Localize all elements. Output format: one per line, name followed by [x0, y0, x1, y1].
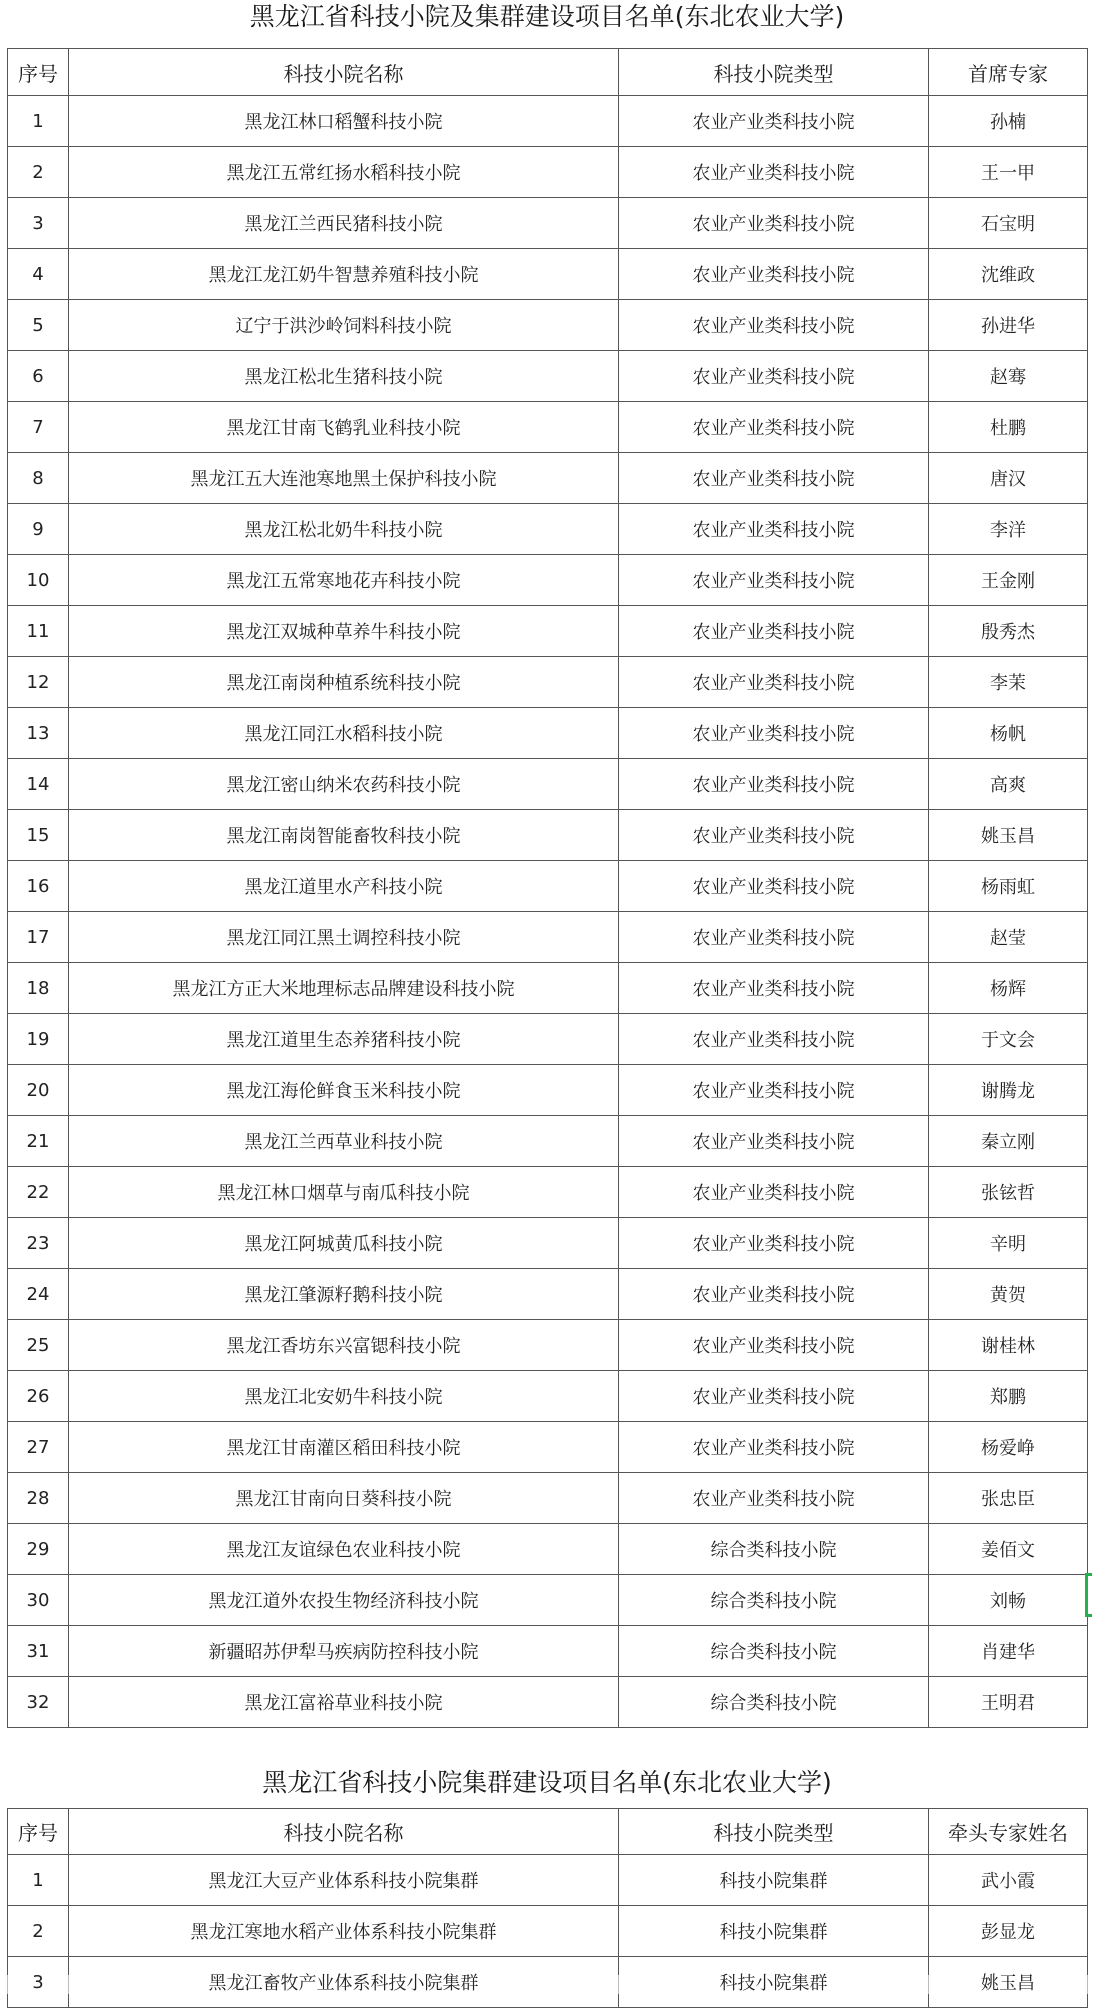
row-index: 20 [8, 1065, 69, 1116]
grid-line [68, 1975, 69, 1994]
row-name: 黑龙江北安奶牛科技小院 [69, 1371, 619, 1422]
row-name: 黑龙江甘南向日葵科技小院 [69, 1473, 619, 1524]
table-row [8, 300, 1088, 351]
row-index: 12 [8, 657, 69, 708]
row-index: 28 [8, 1473, 69, 1524]
row-name: 黑龙江道外农投生物经济科技小院 [69, 1575, 619, 1626]
table-row [8, 504, 1088, 555]
row-index: 3 [8, 1957, 69, 2008]
table-row [8, 1167, 1088, 1218]
grid-line [1087, 1975, 1088, 1994]
row-type: 农业产业类科技小院 [619, 300, 929, 351]
table-row [8, 1575, 1088, 1626]
row-type: 农业产业类科技小院 [619, 1014, 929, 1065]
row-expert: 彭显龙 [929, 1906, 1088, 1957]
row-expert: 姚玉昌 [929, 810, 1088, 861]
row-type: 科技小院集群 [619, 1855, 929, 1906]
row-expert: 郑鹏 [929, 1371, 1088, 1422]
table-row [8, 1014, 1088, 1065]
row-index: 3 [8, 198, 69, 249]
row-name: 黑龙江大豆产业体系科技小院集群 [69, 1855, 619, 1906]
row-expert: 唐汉 [929, 453, 1088, 504]
row-index: 4 [8, 249, 69, 300]
row-index: 6 [8, 351, 69, 402]
row-index: 24 [8, 1269, 69, 1320]
row-index: 9 [8, 504, 69, 555]
row-name: 黑龙江林口烟草与南瓜科技小院 [69, 1167, 619, 1218]
row-name: 黑龙江松北奶牛科技小院 [69, 504, 619, 555]
row-index: 10 [8, 555, 69, 606]
row-index: 27 [8, 1422, 69, 1473]
row-name: 黑龙江海伦鲜食玉米科技小院 [69, 1065, 619, 1116]
row-index: 8 [8, 453, 69, 504]
row-expert: 杨雨虹 [929, 861, 1088, 912]
row-name: 黑龙江道里水产科技小院 [69, 861, 619, 912]
table-row [8, 1116, 1088, 1167]
row-expert: 姚玉昌 [929, 1957, 1088, 2008]
header-index: 序号 [8, 1809, 69, 1855]
table-row [8, 759, 1088, 810]
row-expert: 李茉 [929, 657, 1088, 708]
row-type: 农业产业类科技小院 [619, 759, 929, 810]
row-expert: 谢桂林 [929, 1320, 1088, 1371]
row-expert: 刘畅 [929, 1575, 1088, 1626]
title-cluster: 黑龙江省科技小院集群建设项目名单(东北农业大学) [262, 1768, 832, 1797]
row-expert: 谢腾龙 [929, 1065, 1088, 1116]
row-expert: 孙楠 [929, 96, 1088, 147]
row-name: 黑龙江五常寒地花卉科技小院 [69, 555, 619, 606]
row-expert: 沈维政 [929, 249, 1088, 300]
row-type: 综合类科技小院 [619, 1677, 929, 1728]
row-index: 16 [8, 861, 69, 912]
table-row [8, 1218, 1088, 1269]
row-type: 农业产业类科技小院 [619, 1065, 929, 1116]
row-expert: 张忠臣 [929, 1473, 1088, 1524]
row-name: 黑龙江道里生态养猪科技小院 [69, 1014, 619, 1065]
table-header-row [8, 1809, 1088, 1855]
table-row [8, 198, 1088, 249]
table-row [8, 96, 1088, 147]
table-row [8, 606, 1088, 657]
row-type: 农业产业类科技小院 [619, 1422, 929, 1473]
row-type: 农业产业类科技小院 [619, 606, 929, 657]
row-name: 新疆昭苏伊犁马疾病防控科技小院 [69, 1626, 619, 1677]
row-name: 黑龙江甘南飞鹤乳业科技小院 [69, 402, 619, 453]
table-row [8, 1473, 1088, 1524]
row-type: 农业产业类科技小院 [619, 1116, 929, 1167]
row-name: 黑龙江五大连池寒地黑土保护科技小院 [69, 453, 619, 504]
row-index: 1 [8, 96, 69, 147]
row-expert: 杨帆 [929, 708, 1088, 759]
table-row [8, 1906, 1088, 1957]
table-row [8, 1524, 1088, 1575]
table-row [8, 912, 1088, 963]
row-type: 农业产业类科技小院 [619, 1218, 929, 1269]
row-index: 1 [8, 1855, 69, 1906]
row-index: 17 [8, 912, 69, 963]
table-row [8, 1855, 1088, 1906]
table-row [8, 147, 1088, 198]
cell-selection-marker [1085, 1573, 1092, 1617]
row-type: 综合类科技小院 [619, 1626, 929, 1677]
row-name: 黑龙江兰西草业科技小院 [69, 1116, 619, 1167]
row-index: 2 [8, 1906, 69, 1957]
title-main: 黑龙江省科技小院及集群建设项目名单(东北农业大学) [249, 2, 845, 31]
row-type: 农业产业类科技小院 [619, 351, 929, 402]
row-index: 7 [8, 402, 69, 453]
table-row [8, 1677, 1088, 1728]
row-index: 31 [8, 1626, 69, 1677]
row-expert: 杜鹏 [929, 402, 1088, 453]
row-expert: 王一甲 [929, 147, 1088, 198]
row-index: 13 [8, 708, 69, 759]
row-type: 农业产业类科技小院 [619, 402, 929, 453]
header-type: 科技小院类型 [619, 49, 929, 96]
table-row [8, 861, 1088, 912]
row-name: 黑龙江同江水稻科技小院 [69, 708, 619, 759]
row-type: 综合类科技小院 [619, 1524, 929, 1575]
row-type: 农业产业类科技小院 [619, 708, 929, 759]
table-row [8, 810, 1088, 861]
row-expert: 秦立刚 [929, 1116, 1088, 1167]
row-name: 黑龙江松北生猪科技小院 [69, 351, 619, 402]
row-expert: 赵莹 [929, 912, 1088, 963]
row-index: 18 [8, 963, 69, 1014]
row-index: 5 [8, 300, 69, 351]
row-index: 25 [8, 1320, 69, 1371]
header-name: 科技小院名称 [69, 49, 619, 96]
row-type: 农业产业类科技小院 [619, 249, 929, 300]
row-expert: 赵骞 [929, 351, 1088, 402]
row-expert: 王金刚 [929, 555, 1088, 606]
row-index: 22 [8, 1167, 69, 1218]
row-index: 19 [8, 1014, 69, 1065]
header-name: 科技小院名称 [69, 1809, 619, 1855]
row-index: 11 [8, 606, 69, 657]
row-type: 科技小院集群 [619, 1906, 929, 1957]
row-expert: 黄贺 [929, 1269, 1088, 1320]
row-name: 黑龙江畜牧产业体系科技小院集群 [69, 1957, 619, 2008]
row-index: 15 [8, 810, 69, 861]
cluster-table [7, 1808, 1088, 2008]
row-expert: 殷秀杰 [929, 606, 1088, 657]
row-index: 21 [8, 1116, 69, 1167]
table-row [8, 555, 1088, 606]
header-type: 科技小院类型 [619, 1809, 929, 1855]
row-type: 农业产业类科技小院 [619, 1320, 929, 1371]
table-row [8, 1957, 1088, 2008]
row-name: 黑龙江富裕草业科技小院 [69, 1677, 619, 1728]
row-expert: 姜佰文 [929, 1524, 1088, 1575]
table-row [8, 657, 1088, 708]
row-type: 农业产业类科技小院 [619, 963, 929, 1014]
row-expert: 李洋 [929, 504, 1088, 555]
table-row [8, 453, 1088, 504]
table-row [8, 1065, 1088, 1116]
row-type: 农业产业类科技小院 [619, 504, 929, 555]
header-lead-expert: 牵头专家姓名 [929, 1809, 1088, 1855]
row-expert: 杨爱峥 [929, 1422, 1088, 1473]
row-expert: 孙进华 [929, 300, 1088, 351]
row-name: 黑龙江南岗种植系统科技小院 [69, 657, 619, 708]
row-type: 农业产业类科技小院 [619, 147, 929, 198]
row-expert: 石宝明 [929, 198, 1088, 249]
row-expert: 辛明 [929, 1218, 1088, 1269]
row-name: 辽宁于洪沙岭饲料科技小院 [69, 300, 619, 351]
grid-line [618, 1975, 619, 1994]
row-type: 科技小院集群 [619, 1957, 929, 2008]
table-row [8, 1371, 1088, 1422]
row-name: 黑龙江兰西民猪科技小院 [69, 198, 619, 249]
table-row [8, 351, 1088, 402]
row-expert: 于文会 [929, 1014, 1088, 1065]
table-header-row [8, 49, 1088, 96]
row-type: 农业产业类科技小院 [619, 453, 929, 504]
row-name: 黑龙江友谊绿色农业科技小院 [69, 1524, 619, 1575]
row-type: 农业产业类科技小院 [619, 555, 929, 606]
row-type: 农业产业类科技小院 [619, 96, 929, 147]
row-expert: 高爽 [929, 759, 1088, 810]
row-type: 综合类科技小院 [619, 1575, 929, 1626]
table-row [8, 249, 1088, 300]
row-name: 黑龙江甘南灌区稻田科技小院 [69, 1422, 619, 1473]
row-name: 黑龙江双城种草养牛科技小院 [69, 606, 619, 657]
row-index: 30 [8, 1575, 69, 1626]
table-row [8, 708, 1088, 759]
row-expert: 武小霞 [929, 1855, 1088, 1906]
row-index: 26 [8, 1371, 69, 1422]
table-row [8, 1269, 1088, 1320]
grid-line [928, 1975, 929, 1994]
row-index: 23 [8, 1218, 69, 1269]
table-row [8, 963, 1088, 1014]
row-name: 黑龙江肇源籽鹅科技小院 [69, 1269, 619, 1320]
row-expert: 杨辉 [929, 963, 1088, 1014]
row-index: 14 [8, 759, 69, 810]
row-type: 农业产业类科技小院 [619, 912, 929, 963]
row-name: 黑龙江密山纳米农药科技小院 [69, 759, 619, 810]
row-expert: 王明君 [929, 1677, 1088, 1728]
row-name: 黑龙江五常红扬水稻科技小院 [69, 147, 619, 198]
row-index: 2 [8, 147, 69, 198]
header-expert: 首席专家 [929, 49, 1088, 96]
row-type: 农业产业类科技小院 [619, 657, 929, 708]
row-name: 黑龙江林口稻蟹科技小院 [69, 96, 619, 147]
row-type: 农业产业类科技小院 [619, 861, 929, 912]
row-name: 黑龙江寒地水稻产业体系科技小院集群 [69, 1906, 619, 1957]
table-row [8, 1422, 1088, 1473]
row-index: 29 [8, 1524, 69, 1575]
header-index: 序号 [8, 49, 69, 96]
row-type: 农业产业类科技小院 [619, 1473, 929, 1524]
table-row [8, 1320, 1088, 1371]
row-type: 农业产业类科技小院 [619, 1371, 929, 1422]
row-index: 32 [8, 1677, 69, 1728]
row-name: 黑龙江香坊东兴富锶科技小院 [69, 1320, 619, 1371]
row-expert: 张铉哲 [929, 1167, 1088, 1218]
grid-line [7, 1975, 8, 1994]
row-type: 农业产业类科技小院 [619, 198, 929, 249]
row-type: 农业产业类科技小院 [619, 1269, 929, 1320]
row-name: 黑龙江龙江奶牛智慧养殖科技小院 [69, 249, 619, 300]
science-courtyard-table [7, 48, 1088, 1728]
row-name: 黑龙江同江黑土调控科技小院 [69, 912, 619, 963]
row-name: 黑龙江南岗智能畜牧科技小院 [69, 810, 619, 861]
row-type: 农业产业类科技小院 [619, 1167, 929, 1218]
row-name: 黑龙江阿城黄瓜科技小院 [69, 1218, 619, 1269]
table-row [8, 1626, 1088, 1677]
table-row [8, 402, 1088, 453]
row-expert: 肖建华 [929, 1626, 1088, 1677]
row-type: 农业产业类科技小院 [619, 810, 929, 861]
row-name: 黑龙江方正大米地理标志品牌建设科技小院 [69, 963, 619, 1014]
